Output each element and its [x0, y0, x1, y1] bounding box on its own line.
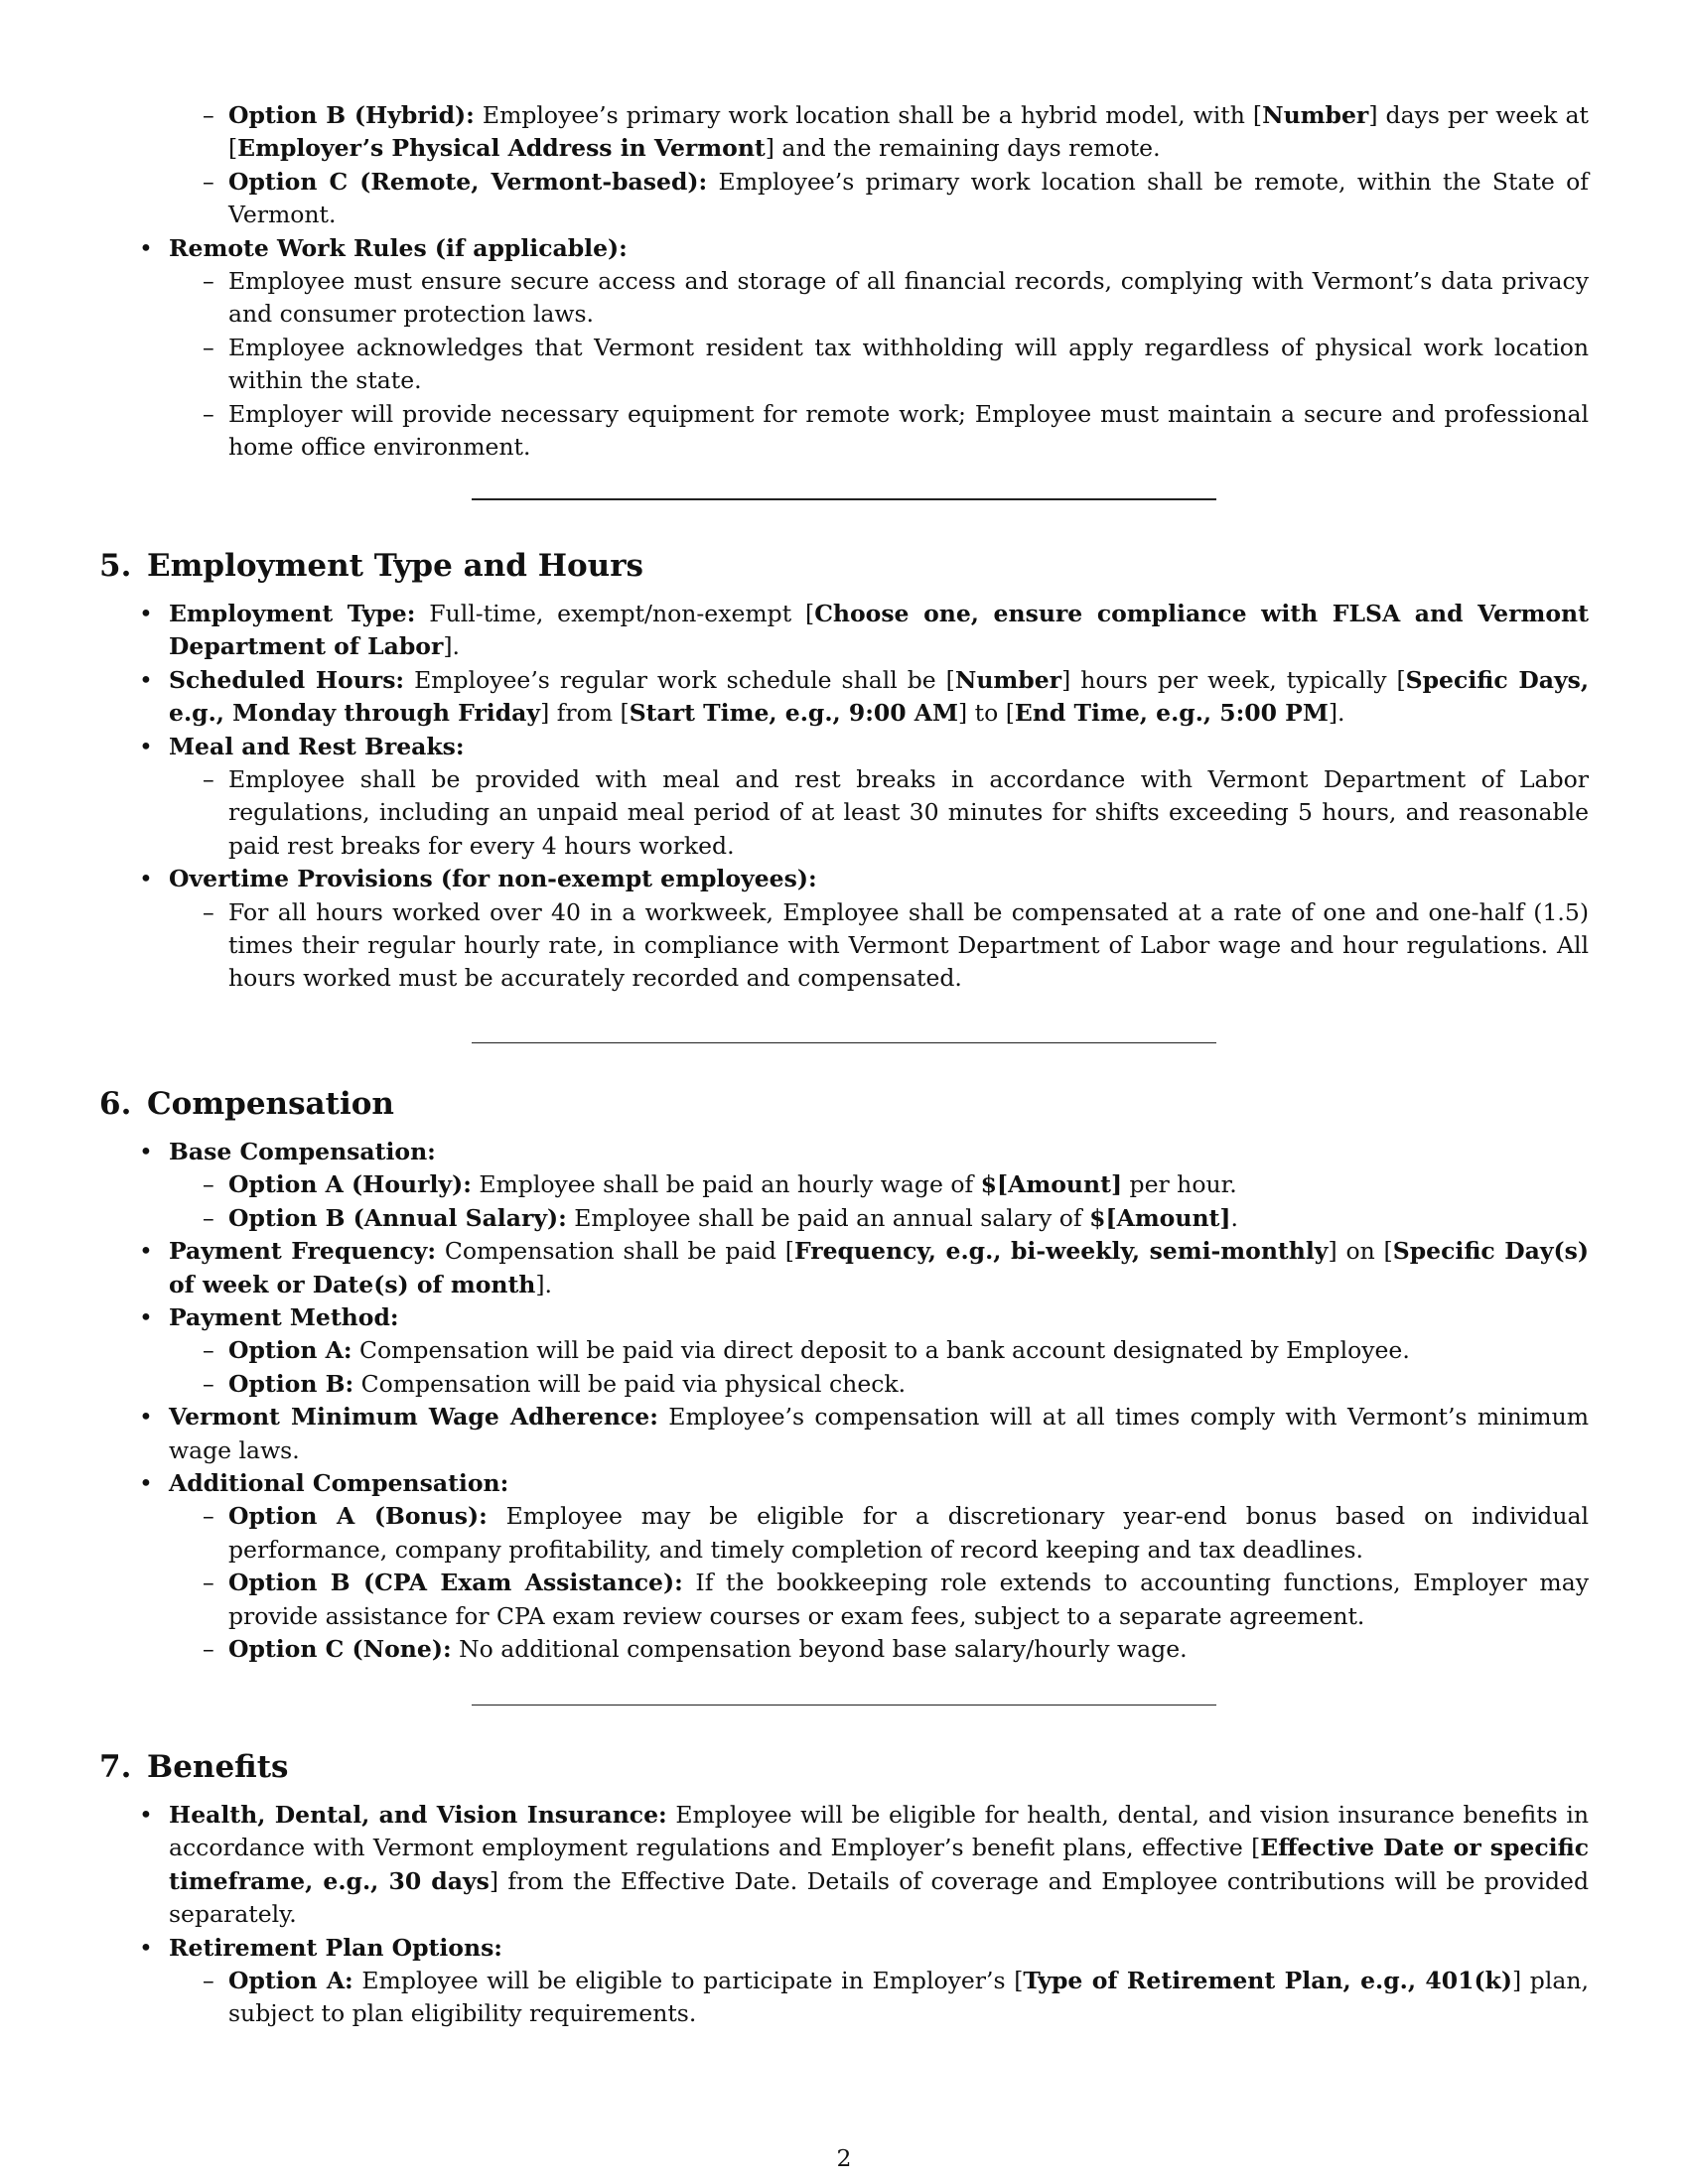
document-page	[99, 99, 1590, 2172]
minimum-wage: • Vermont Minimum Wage Adherence: Employee’s compensation will at all times comply with Vermont’s minimum wage laws.	[99, 1401, 1589, 1467]
method-option-b: – Option B: Compensation will be paid via physical check.	[99, 1368, 1589, 1401]
additional-compensation: • Additional Compensation:	[99, 1467, 1589, 1500]
overtime-provisions: • Overtime Provisions (for non-exempt employees):	[99, 863, 1589, 895]
base-option-b: – Option B (Annual Salary): Employee shall be paid an annual salary of $[Amount].	[99, 1202, 1589, 1235]
option-c-remote: – Option C (Remote, Vermont-based): Employee’s primary work location shall be remote, within the State of Vermont.	[99, 166, 1589, 232]
remote-rule-item: – Employee must ensure secure access and storage of all financial records, complying with Vermont’s data privacy and consumer protection laws.	[99, 265, 1589, 332]
overtime-item: – For all hours worked over 40 in a workweek, Employee shall be compensated at a rate of one and one-half (1.5) times their regular hourly rate, in compliance with Vermont Department of Labor wage and hour regulations. All hours worked must be accurately recorded and compensated.	[99, 896, 1589, 996]
page-number: 2	[836, 2144, 852, 2172]
section-4-continuation	[99, 99, 1589, 464]
remote-work-rules: • Remote Work Rules (if applicable):	[99, 232, 1589, 265]
section-divider	[472, 1042, 1216, 1043]
retirement-option-a: – Option A: Employee will be eligible to participate in Employer’s [Type of Retirement Plan, e.g., 401(k)] plan, subject to plan eligibility requirements.	[99, 1965, 1589, 2031]
section-7-heading: 7. Benefits	[99, 1749, 289, 1785]
section-divider	[472, 498, 1216, 500]
additional-option-a: – Option A (Bonus): Employee may be eligible for a discretionary year-end bonus based on individual performance, company profitability, and timely completion of record keeping and tax deadlines.	[99, 1500, 1589, 1567]
section-6-body	[99, 1136, 1589, 1667]
section-7-body	[99, 1799, 1589, 2031]
payment-method: • Payment Method:	[99, 1301, 1589, 1334]
employment-type: • Employment Type: Full-time, exempt/non-exempt [Choose one, ensure compliance with FLSA and Vermont Department of Labor].	[99, 598, 1589, 664]
base-compensation: • Base Compensation:	[99, 1136, 1589, 1168]
option-b-hybrid: – Option B (Hybrid): Employee’s primary work location shall be a hybrid model, with [Number] days per week at [Employer’s Physical Address in Vermont] and the remaining days remote.	[99, 99, 1589, 166]
remote-rule-item: – Employer will provide necessary equipment for remote work; Employee must maintain a secure and professional home office environment.	[99, 398, 1589, 465]
payment-frequency: • Payment Frequency: Compensation shall be paid [Frequency, e.g., bi-weekly, semi-monthly] on [Specific Day(s) of week or Date(s) of month].	[99, 1235, 1589, 1301]
meal-rest-breaks: • Meal and Rest Breaks:	[99, 731, 1589, 763]
base-option-a: – Option A (Hourly): Employee shall be paid an hourly wage of $[Amount] per hour.	[99, 1168, 1589, 1201]
method-option-a: – Option A: Compensation will be paid via direct deposit to a bank account designated by Employee.	[99, 1334, 1589, 1367]
scheduled-hours: • Scheduled Hours: Employee’s regular work schedule shall be [Number] hours per week, typically [Specific Days, e.g., Monday through Friday] from [Start Time, e.g., 9:00 AM] to [End Time, e.g., 5:00 PM].	[99, 664, 1589, 731]
section-5-body	[99, 598, 1589, 996]
additional-option-b: – Option B (CPA Exam Assistance): If the bookkeeping role extends to accounting functions, Employer may provide assistance for CPA exam review courses or exam fees, subject to a separate agreement.	[99, 1567, 1589, 1633]
retirement-plan-options: • Retirement Plan Options:	[99, 1932, 1589, 1965]
section-divider	[472, 1705, 1216, 1706]
insurance-benefits: • Health, Dental, and Vision Insurance: Employee will be eligible for health, dental, and vision insurance benefits in accordance with Vermont employment regulations and Employer’s benefit plans, effective [Effective Date or specific timeframe, e.g., 30 days] from the Effective Date. Details of coverage and Employee contributions will be provided separately.	[99, 1799, 1589, 1932]
section-6-heading: 6. Compensation	[99, 1086, 394, 1122]
section-5-heading: 5. Employment Type and Hours	[99, 548, 643, 584]
remote-rule-item: – Employee acknowledges that Vermont resident tax withholding will apply regardless of physical work location within the state.	[99, 332, 1589, 398]
meal-breaks-item: – Employee shall be provided with meal and rest breaks in accordance with Vermont Department of Labor regulations, including an unpaid meal period of at least 30 minutes for shifts exceeding 5 hours, and reasonable paid rest breaks for every 4 hours worked.	[99, 763, 1589, 863]
additional-option-c: – Option C (None): No additional compensation beyond base salary/hourly wage.	[99, 1633, 1589, 1666]
